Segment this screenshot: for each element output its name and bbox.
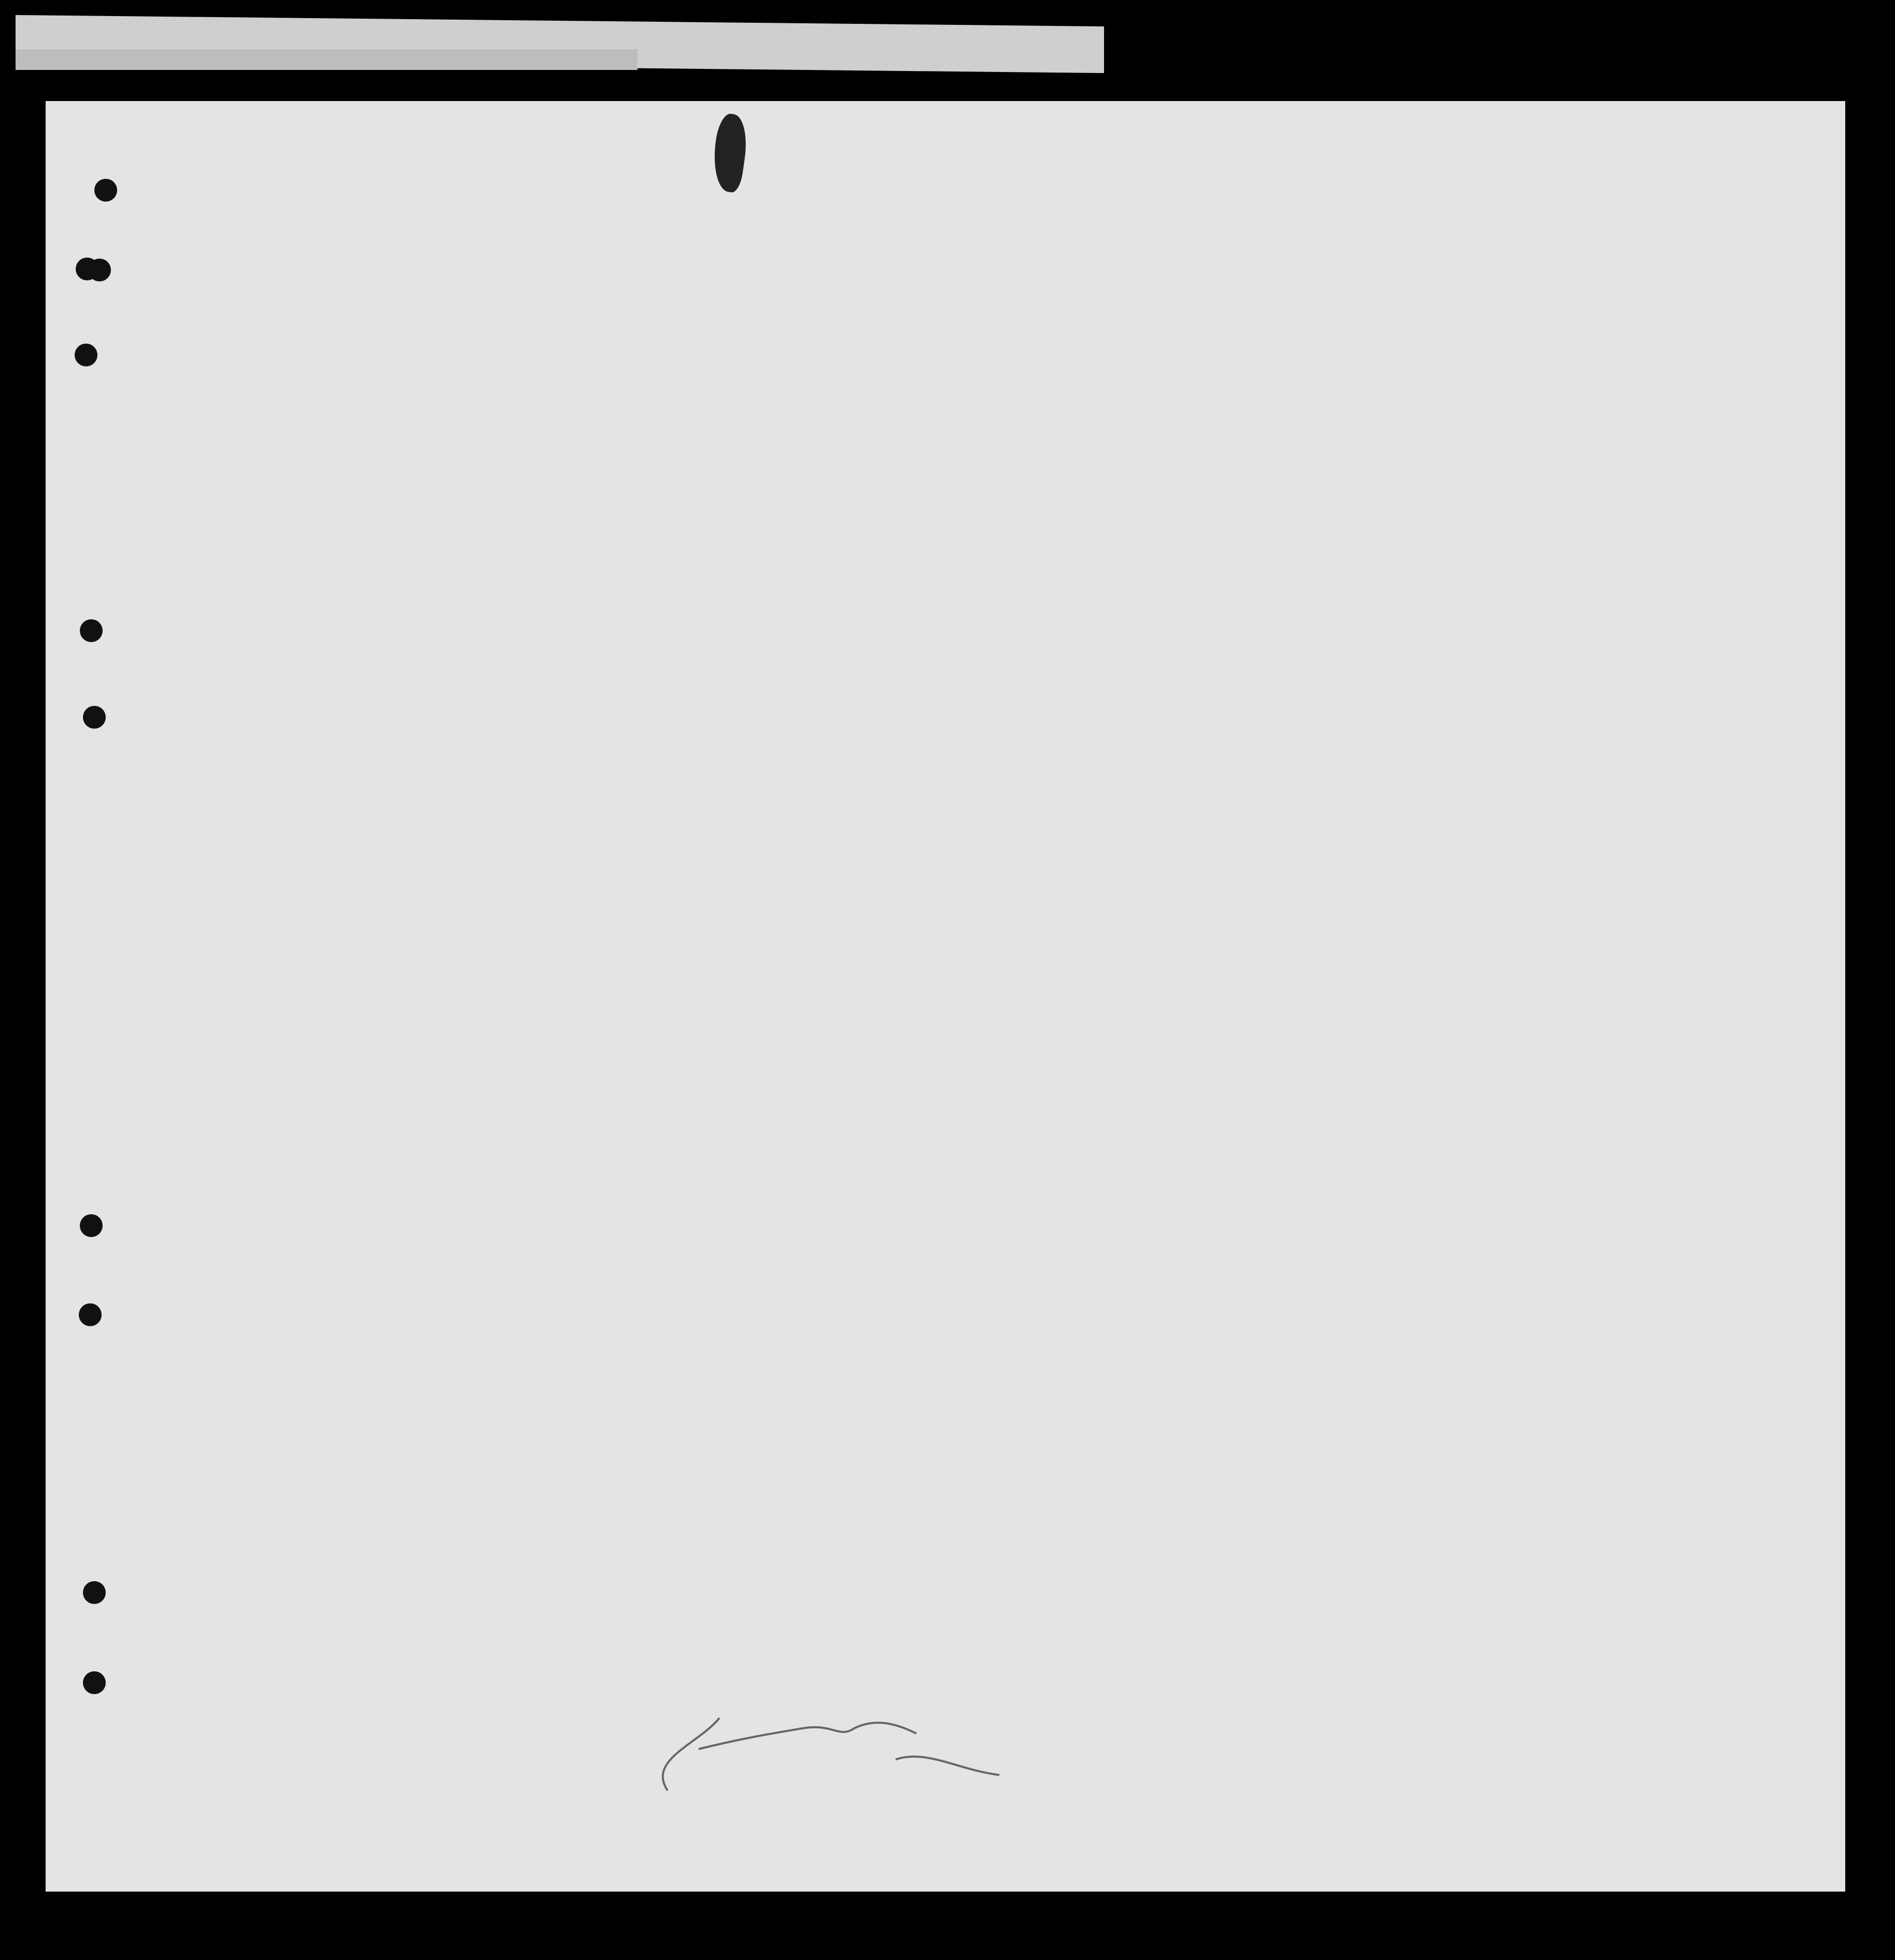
crew-table [46,101,1845,1892]
paper-curl-shadow [16,49,638,70]
signature-mark [637,1697,1041,1801]
manifest-sheet [46,101,1845,1892]
